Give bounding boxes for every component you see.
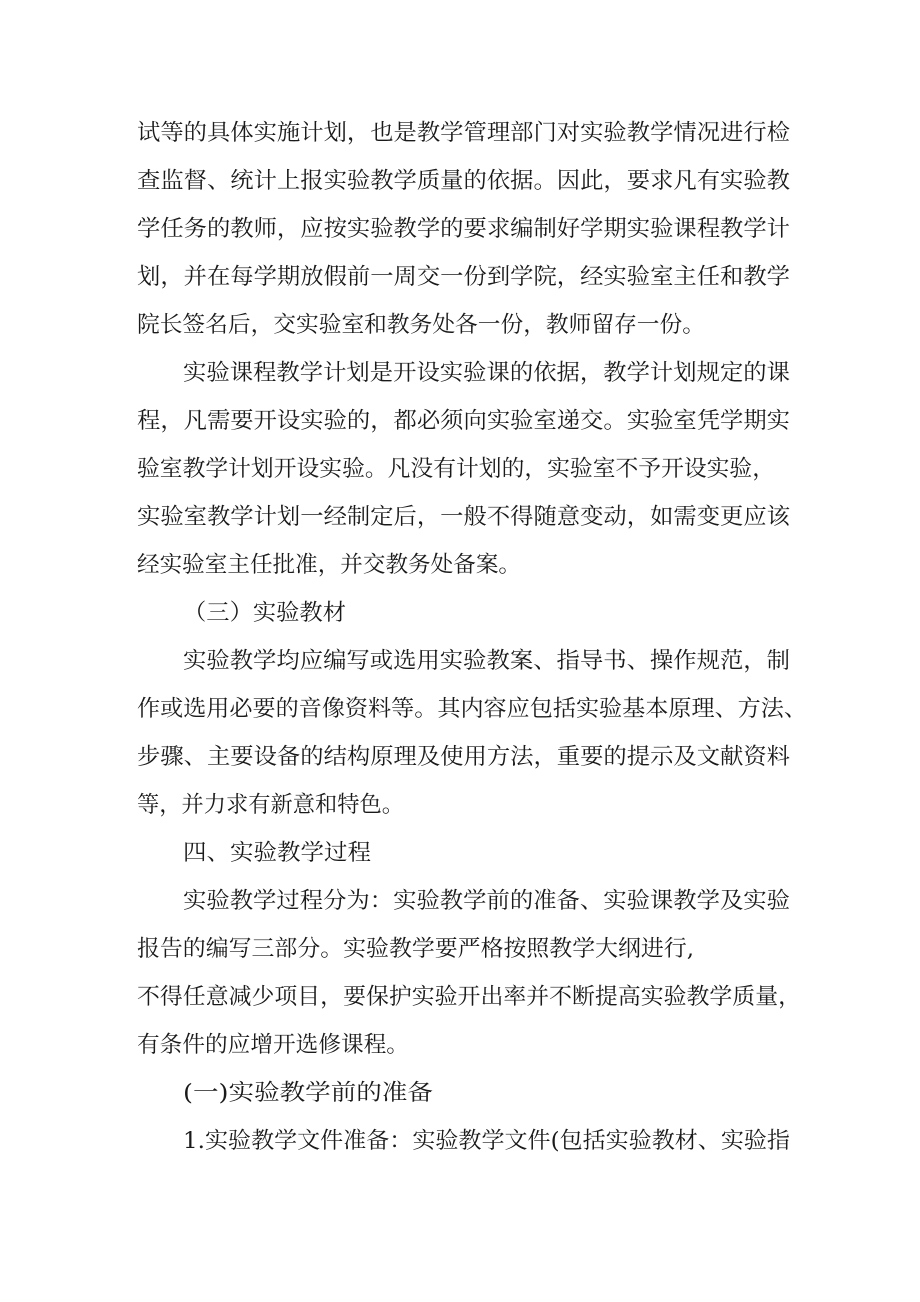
paragraph-line: 等，并力求有新意和特色。 xyxy=(137,792,404,818)
paragraph-line: 学任务的教师，应按实验教学的要求编制好学期实验课程教学计 xyxy=(137,216,791,242)
paragraph-line: 报告的编写三部分。实验教学要严格按照教学大纲进行, xyxy=(137,936,695,962)
paragraph-line: 程，凡需要开设实验的，都必须向实验室递交。实验室凭学期实 xyxy=(137,408,791,434)
section-heading: 四、实验教学过程 xyxy=(183,840,372,866)
paragraph-line: 步骤、主要设备的结构原理及使用方法，重要的提示及文献资料 xyxy=(137,744,791,770)
section-heading: （三）实验教材 xyxy=(183,600,346,626)
paragraph-line: 划，并在每学期放假前一周交一份到学院，经实验室主任和教学 xyxy=(137,264,791,290)
section-heading: (一)实验教学前的准备 xyxy=(183,1080,433,1106)
paragraph-line: 作或选用必要的音像资料等。其内容应包括实验基本原理、方法、 xyxy=(137,696,808,722)
paragraph-line: 有条件的应增开选修课程。 xyxy=(137,1032,409,1058)
paragraph-line: 不得任意减少项目，要保护实验开出率并不断提高实验教学质量， xyxy=(137,984,801,1010)
paragraph-line: 实验教学均应编写或选用实验教案、指导书、操作规范，制 xyxy=(183,648,791,674)
paragraph-line: 实验室教学计划一经制定后，一般不得随意变动，如需变更应该 xyxy=(137,504,791,530)
paragraph-line: 实验教学过程分为：实验教学前的准备、实验课教学及实验 xyxy=(183,888,791,914)
paragraph-line: 实验课程教学计划是开设实验课的依据，教学计划规定的课 xyxy=(183,360,791,386)
paragraph-line: 1.实验教学文件准备：实验教学文件(包括实验教材、实验指 xyxy=(183,1128,790,1154)
paragraph-line: 查监督、统计上报实验教学质量的依据。因此，要求凡有实验教 xyxy=(137,168,791,194)
paragraph-line: 经实验室主任批准，并交教务处备案。 xyxy=(137,552,522,578)
paragraph-line: 验室教学计划开设实验。凡没有计划的，实验室不予开设实验， xyxy=(137,456,776,482)
paragraph-line: 试等的具体实施计划，也是教学管理部门对实验教学情况进行检 xyxy=(137,120,791,146)
paragraph-line: 院长签名后，交实验室和教务处各一份，教师留存一份。 xyxy=(137,312,705,338)
